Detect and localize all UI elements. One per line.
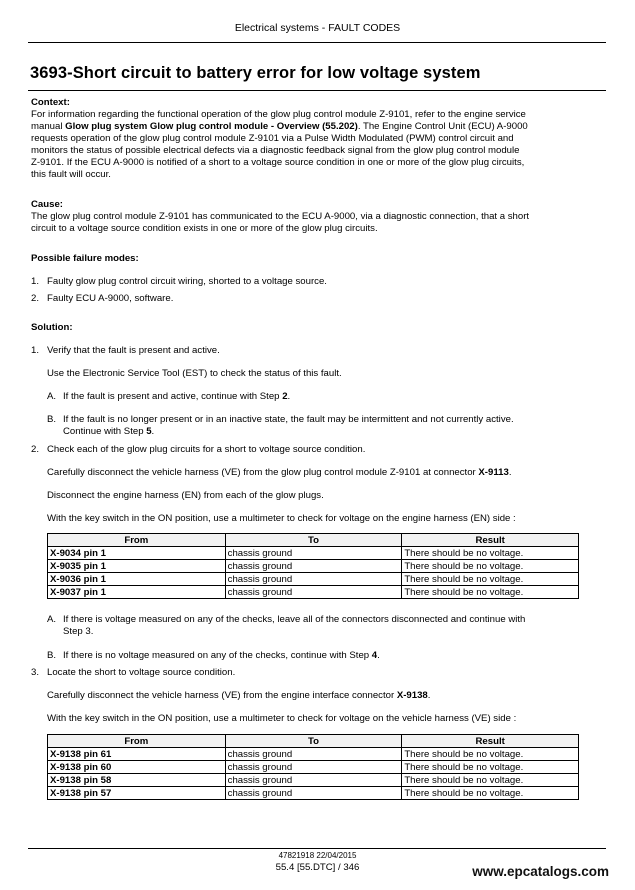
context-line-with-reference [31,121,581,133]
cell-to: chassis ground [225,573,402,586]
cell-from: X-9035 pin 1 [48,560,226,573]
option-b-line: Continue with Step [63,426,147,437]
step-3-para: Carefully disconnect the vehicle harness (VE) from the engine interface connector X-9138. [47,690,431,701]
option-a-line: Step 3. [63,626,94,637]
option-label: B. [47,650,57,661]
context-line: monitors the status of possible electrical defects via a diagnostic feedback signal from the glow plug control module [31,145,520,156]
context-line: For information regarding the functional operation of the glow plug control module Z-9101, refer to the engine service [31,109,526,120]
table-header-row [48,534,579,547]
cell-to: chassis ground [225,560,402,573]
table-row [48,787,579,800]
step-text: Verify that the fault is present and active. [47,345,220,356]
connector-ref: X-9113 [478,467,509,478]
column-header-to: To [225,534,402,547]
step-1-detail: Use the Electronic Service Tool (EST) to check the status of this fault. [47,368,342,379]
option-label: A. [47,614,57,625]
manual-reference-link[interactable]: Glow plug system Glow plug control module - Overview (55.202) [65,121,358,132]
option-a-line: If there is voltage measured on any of the checks, leave all of the connectors disconnected and continue with [63,614,526,625]
cell-from: X-9138 pin 57 [48,787,226,800]
connector-ref: X-9138 [396,690,428,701]
cell-to: chassis ground [225,787,402,800]
context-line: Z-9101. If the ECU A-9000 is notified of a short to a voltage source condition in one or more of the glow plug circuits, [31,157,525,168]
footer-doc-id: 47821918 22/04/2015 [278,851,357,860]
step-number: 2. [31,444,40,455]
cell-to: chassis ground [225,586,402,599]
voltage-check-table-vehicle [47,734,579,800]
column-header-from: From [48,735,226,748]
option-label: A. [47,391,57,402]
option-text: If the fault is no longer present or in an inactive state, the fault may be intermittent and not currently active. Continue with Step 5. [63,414,514,437]
option-b-text: If there is no voltage measured on any of the checks, continue with Step [63,650,372,661]
cell-from: X-9138 pin 60 [48,761,226,774]
step-2-para: Disconnect the engine harness (EN) from each of the glow plugs. [47,490,324,501]
cause-line: The glow plug control module Z-9101 has communicated to the ECU A-9000, via a diagnostic connection, that a short [31,211,530,222]
cell-result: There should be no voltage. [402,560,579,573]
footer-rule [28,848,606,849]
list-number: 2. [31,293,40,304]
table-row [48,573,579,586]
table-row [48,761,579,774]
page-header: Electrical systems - FAULT CODES [234,22,401,34]
para-text: Carefully disconnect the vehicle harness (VE) from the glow plug control module Z-9101 at connector [47,467,479,478]
cell-result: There should be no voltage. [402,787,579,800]
context-line: this fault will occur. [31,169,111,180]
para-text: Carefully disconnect the vehicle harness (VE) from the engine interface connector [47,690,397,701]
cell-from: X-9138 pin 61 [48,748,226,761]
option-b-line: If the fault is no longer present or in an inactive state, the fault may be intermittent and not currently active. [63,414,514,425]
step-2-para: Carefully disconnect the vehicle harness (VE) from the glow plug control module Z-9101 at connector X-9113. [47,467,512,478]
column-header-from: From [48,534,226,547]
step-text: Locate the short to voltage source condition. [47,667,236,678]
solution-heading: Solution: [31,322,73,333]
context-section [31,97,581,181]
voltage-check-table-engine [47,533,579,599]
cell-result: There should be no voltage. [402,761,579,774]
column-header-to: To [225,735,402,748]
table-row [48,586,579,599]
watermark: www.epcatalogs.com [472,864,609,879]
option-text [63,614,583,638]
context-line: requests operation of the glow plug control module Z-9101 via a Pulse Width Modulated (PWM) control circuit and [31,133,514,144]
option-a-text: If the fault is present and active, continue with Step [63,391,283,402]
cell-result: There should be no voltage. [402,547,579,560]
option-label: B. [47,414,57,425]
context-text: manual [31,121,66,132]
cell-to: chassis ground [225,774,402,787]
step-2-para: With the key switch in the ON position, use a multimeter to check for voltage on the engine harness (EN) side : [47,513,516,524]
step-3-para: With the key switch in the ON position, use a multimeter to check for voltage on the vehicle harness (VE) side : [47,713,517,724]
table-row [48,774,579,787]
cell-result: There should be no voltage. [402,748,579,761]
step-text: Check each of the glow plug circuits for a short to voltage source condition. [47,444,366,455]
list-number: 1. [31,276,40,287]
step-ref: 2 [282,391,288,402]
table-row [48,560,579,573]
cell-to: chassis ground [225,547,402,560]
page-title: 3693-Short circuit to battery error for low voltage system [30,64,481,82]
cell-to: chassis ground [225,748,402,761]
column-header-result: Result [402,735,579,748]
option-text: If the fault is present and active, continue with Step 2. [63,391,291,402]
failure-modes-heading: Possible failure modes: [31,253,139,264]
step-number: 1. [31,345,40,356]
cell-from: X-9034 pin 1 [48,547,226,560]
cause-line: circuit to a voltage source condition exists in one or more of the glow plug circuits. [31,223,378,234]
failure-mode-text: Faulty glow plug control circuit wiring, shorted to a voltage source. [47,276,327,287]
cell-result: There should be no voltage. [402,573,579,586]
cell-from: X-9138 pin 58 [48,774,226,787]
step-number: 3. [31,667,40,678]
context-heading: Context: [31,97,70,108]
table-row [48,547,579,560]
failure-mode-text: Faulty ECU A-9000, software. [47,293,174,304]
cell-result: There should be no voltage. [402,774,579,787]
cell-to: chassis ground [225,761,402,774]
cell-from: X-9037 pin 1 [48,586,226,599]
title-rule [28,90,606,91]
header-rule [28,42,606,43]
option-text: If there is no voltage measured on any of the checks, continue with Step 4. [63,650,380,661]
step-ref: 4 [371,650,378,661]
footer-page-number: 55.4 [55.DTC] / 346 [275,862,360,873]
cell-from: X-9036 pin 1 [48,573,226,586]
cause-section [31,199,581,235]
column-header-result: Result [402,534,579,547]
table-row [48,748,579,761]
step-ref: 5 [146,426,152,437]
cell-result: There should be no voltage. [402,586,579,599]
context-text: . The Engine Control Unit (ECU) A-9000 [357,121,528,132]
cause-heading: Cause: [31,199,63,210]
table-header-row [48,735,579,748]
